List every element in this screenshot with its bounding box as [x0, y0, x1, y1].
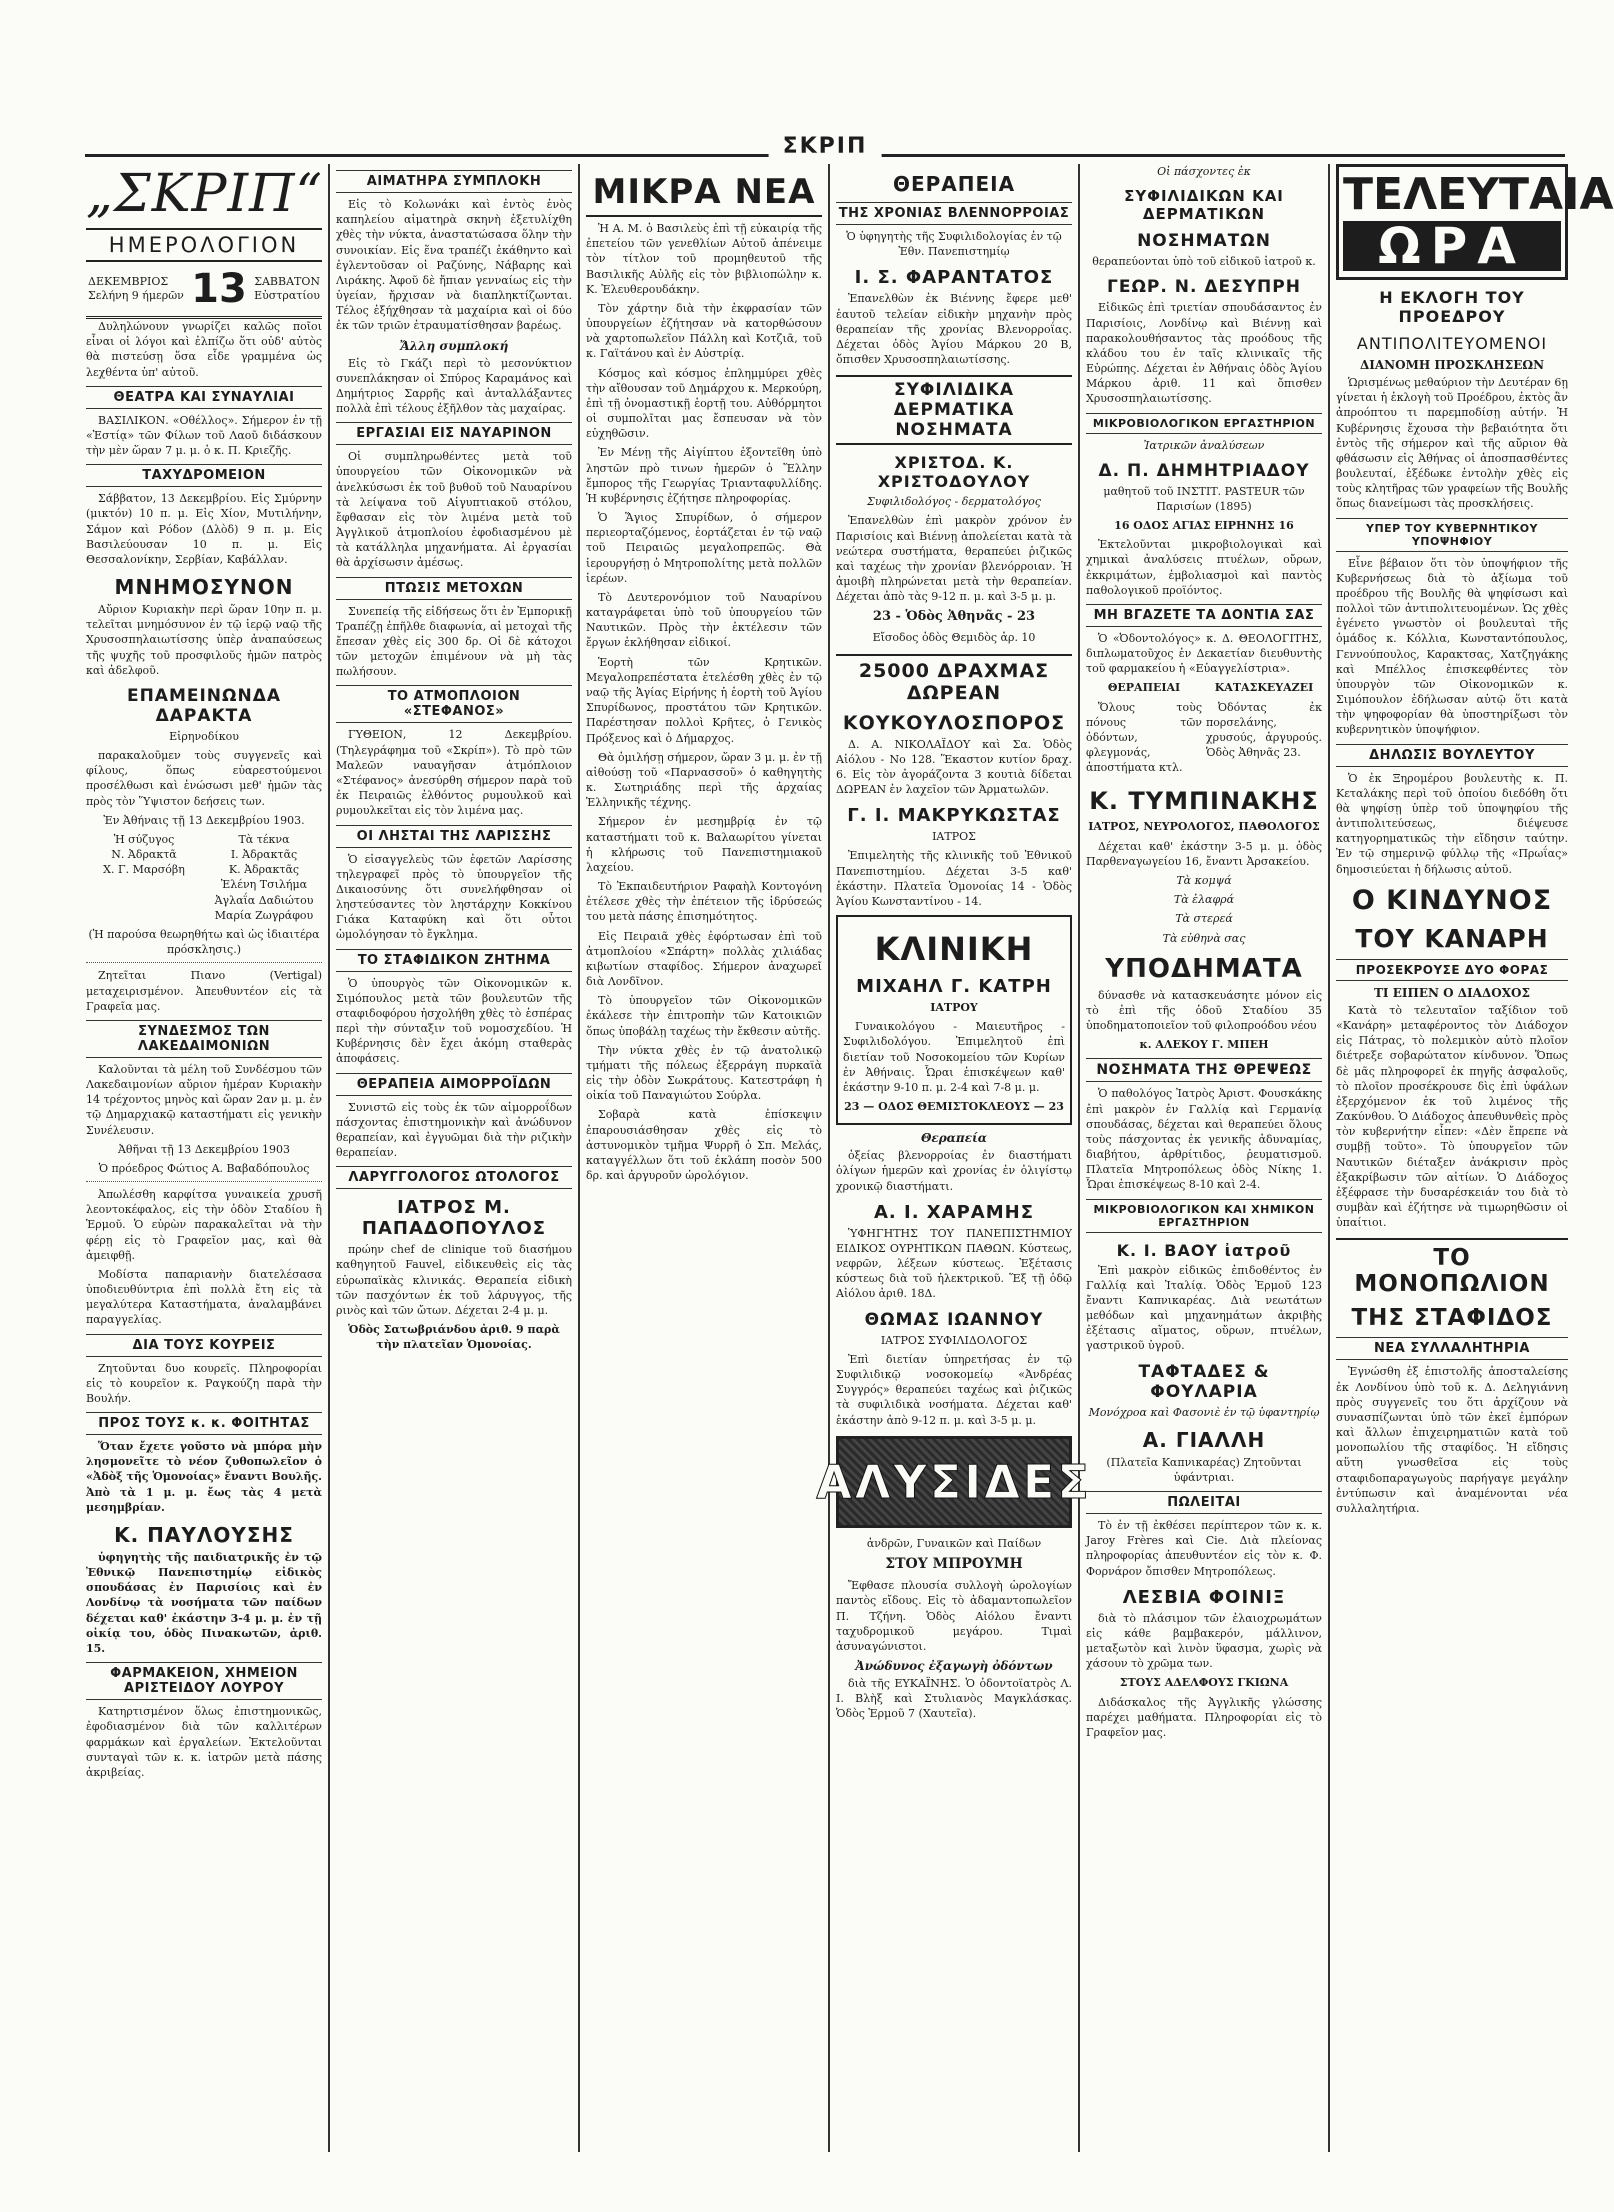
heading-taftades: ΤΑΦΤΑΔΕΣ & ΦΟΥΛΑΡΙΑ — [1138, 1361, 1270, 1402]
christodoulou-entrance: Εἴσοδος ὁδὸς Θεμιδὸς ἀρ. 10 — [872, 631, 1036, 645]
text-wanted-piano: Ζητεῖται Πιανο (Vertigal) μεταχειρισμένον. Ἀπευθυντέον εἰς τὰ Γραφεῖα μας. — [86, 969, 322, 1013]
text-therapeia-2: ὀξείας βλενορροίας ἐν διαστήματι ὀλίγων ἡμερῶν καὶ χρονίας ἐν ὀλιγίστῳ χρονικῷ διαστήματι. — [836, 1149, 1072, 1193]
mikrobiologikon-subtitle: Ἰατρικῶν ἀναλύσεων — [1143, 438, 1265, 452]
heading-aimorroides: ΘΕΡΑΠΕΙΑ ΑΙΜΟΡΡΟΪΔΩΝ — [336, 1073, 572, 1096]
masthead-subtitle: ΗΜΕΡΟΛΟΓΙΟΝ — [86, 228, 322, 262]
intro-text: Δυληλώνουν γνωρίζει καλῶς ποῖοι εἶναι οἱ λόγοι καὶ ἐλπίζω ὅτι οὐδ' αὐτὸς θὰ πιστεύσῃ ὅσα εἶδε γραμμένα ὡς λεχθέντα ὑπ' αὐτοῦ. — [86, 320, 322, 379]
news-item: Τὸ Ἐκπαιδευτήριον Ραφαὴλ Κοντογόνη ἐτέλεσε χθὲς τὴν ἐπέτειον τῆς ἱδρύσεώς του μετὰ πάσης ἐπισημότητος. — [586, 880, 822, 924]
news-item: Ἡ Α. Μ. ὁ Βασιλεὺς ἐπὶ τῇ εὐκαιρίᾳ τῆς ἐπετείου τῶν γενεθλίων Αὐτοῦ ἀπένειμε τὸν τίτλον τοῦ προμηθευτοῦ τῆς Βασιλικῆς Αὐλῆς εἰς τὸν βιβλιοπώλην κ. Κ. Ἐλευθερουδάκην. — [586, 222, 822, 296]
heading-kindynos: Ο ΚΙΝΔΥΝΟΣ — [1351, 884, 1553, 916]
text-vaou: Ἐπὶ μακρὸν εἰδικῶς ἐπιδοθέντος ἐν Γαλλίᾳ καὶ Ἰταλίᾳ. Ὁδὸς Ἑρμοῦ 123 ἔναντι Καπνικαρέας. Διὰ νεωτάτων μεθόδων καὶ μηχανημάτων ἀκριβὴς ἐξέτασις αἵματος, οὔρων, πτυέλων, γαστρικοῦ ὑγροῦ. — [1086, 1263, 1322, 1353]
heading-syfilidikon: ΣΥΦΙΛΙΔΙΚΩΝ ΚΑΙ ΔΕΡΜΑΤΙΚΩΝ — [1124, 187, 1284, 224]
text-metoxwn: Συνεπείᾳ τῆς εἰδήσεως ὅτι ἐν Ἐμπορικῇ Τραπέζῃ ἐπῆλθε διαφωνία, αἱ μετοχαὶ τῆς ἔπεσαν χθὲς εἰς 300 δρ. Οἱ δὲ κάτοχοι τῶν μετοχῶν ἐπιμένουν νὰ μὴ τὰς πωλήσουν. — [336, 604, 572, 679]
heading-25000: 25000 ΔΡΑΧΜΑΣ ΔΩΡΕΑΝ — [836, 654, 1072, 704]
dimitriadou-credentials: μαθητοῦ τοῦ ΙΝΣΤΙΤ. PASTEUR τῶν Παρισίων (1895) — [1103, 484, 1305, 513]
heading-pavloush: Κ. ΠΑΥΛΟΥΣΗΣ — [114, 1522, 294, 1547]
text-aloises: Ἔφθασε πλουσία συλλογὴ ὡρολογίων παντὸς εἴδους. Εἰς τὸ ἀδαμαντοπωλεῖον Π. Τζήνη. Ὁδὸς Αἰόλου ἔναντι ταχυδρομικοῦ μεγάρου. Τιμαὶ ἀσυναγώνιστοι. — [836, 1579, 1072, 1653]
heading-mikra-nea: ΜΙΚΡΑ ΝΕΑ — [586, 172, 822, 217]
divider — [86, 1181, 322, 1182]
ypodimata-name: κ. ΑΛΕΚΟΥ Γ. ΜΠΕΗ — [1139, 1038, 1269, 1052]
doctor-tympinakis: Κ. ΤΥΜΠΙΝΑΚΗΣ — [1089, 787, 1319, 816]
text-kanari: Κατὰ τὸ τελευταῖον ταξίδιον τοῦ «Κανάρη» μεταφέροντος τὸν Διάδοχον εἰς Πάτρας, τὸ πολεμικὸν αὐτὸ πλοῖον διέτρεξε σοβαρώτατον κίνδυνον. Ὅπως δὲ μᾶς πληροφορεῖ ἐκ πηγῆς ἀσφαλοῦς, τὸ πλοῖον προσέκρουσε δὶς ἐπὶ ὑφάλων ἐξερχόμενον ἐκ τοῦ λιμένος τῆς Ζακύνθου. Ὁ Διάδοχος ἀπευθυνθεὶς πρὸς τὸν κυβερνήτην εἶπεν: «Δὲν ἔπρεπε νὰ συμβῇ τοῦτο». Τὸ ὑπουργεῖον τῶν Ναυτικῶν διέταξεν ἀνάκρισιν πρὸς ἐξακρίβωσιν τῶν αἰτίων. Ὁ Διάδοχος ἐξέφρασε τὴν δυσαρέσκειάν του διὰ τὸ συμβὰν καὶ ἐζήτησε νὰ τιμωρηθῶσιν οἱ ὑπαίτιοι. — [1336, 1003, 1568, 1230]
dateline-moon: Σελήνη 9 ήμερῶν — [88, 289, 184, 302]
doctor-christodoulou: ΧΡΙΣΤΟΔ. Κ. ΧΡΙΣΤΟΔΟΥΛΟΥ — [877, 453, 1031, 492]
text-deceased: παρακαλοῦμεν τοὺς συγγενεῖς καὶ φίλους, ὅπως εὐαρεστούμενοι προσέλθωσι καὶ ἑνώσωσι μεθ' ἡμῶν τὰς πρὸς τὸν Ὕψιστον δεήσεις των. — [86, 749, 322, 808]
heading-ypodimata: ΥΠΟΔΗΜΑΤΑ — [1105, 953, 1303, 984]
text-otologos: πρώην chef de clinique τοῦ διασήμου καθηγητοῦ Fauvel, εἰδικευθεὶς εἰς τὰς εὐρωπαϊκὰς κλινικάς. Θεραπεία εἰδικὴ τῶν πασχόντων ἐκ τοῦ λάρυγγος, τῆς ρινὸς καὶ τῶν ὤτων. Δέχεται 2-4 μ. μ. — [336, 1243, 572, 1317]
therapeia-intro: Ὁ ὑφηγητὴς τῆς Συφιλιδολογίας ἐν τῷ Ἐθν. Πανεπιστημίῳ — [846, 230, 1062, 259]
text-lost: Ἀπωλέσθη καρφίτσα γυναικεία χρυσῆ λεοντοκέφαλος, εἰς τὴν ὁδὸν Σταδίου ἢ Ἑρμοῦ. Ὁ εὑρὼν παρακαλεῖται νὰ τὴν φέρῃ εἰς τὸ Γραφεῖον μας, καὶ θὰ ἀμειφθῇ. — [86, 1188, 322, 1262]
news-item: Σοβαρὰ κατὰ ἐπίσκεψιν ἐπαρουσιάσθησαν χθὲς εἰς τὸ ἀστυνομικὸν τμῆμα Ψυρρῆ ὁ Σπ. Μελάς, καταγγέλλων ὅτι τοῦ ἐκλάπη ποσὸν 500 δρ. καὶ ἀργυροῦν ὡρολόγιον. — [586, 1108, 822, 1183]
doctor-dimitriadou: Δ. Π. ΔΗΜΗΤΡΙΑΔΟΥ — [1098, 460, 1310, 481]
doctor-ioannou: ΘΩΜΑΣ ΙΩΑΝΝΟΥ — [864, 1309, 1044, 1330]
heading-kliniki: ΚΛΙΝΙΚΗ — [874, 930, 1034, 969]
heading-dontia: ΜΗ ΒΓΑΖΕΤΕ ΤΑ ΔΟΝΤΙΑ ΣΑΣ — [1086, 604, 1322, 627]
running-head — [85, 134, 1565, 159]
kliniki-address: 23 — ΟΔΟΣ ΘΕΜΙΣΤΟΚΛΕΟΥΣ — 23 — [844, 1100, 1064, 1114]
dontia-left-text: Ὅλους τοὺς πόνους τῶν ὀδόντων, φλεγμονάς, ἀποστήματα κτλ. — [1086, 700, 1202, 775]
deceased-date: Ἐν Ἀθήναις τῇ 13 Δεκεμβρίου 1903. — [103, 813, 305, 827]
otologos-address: Ὁδὸς Σατωβριάνδου ἀριθ. 9 παρὰ τὴν πλατεῖαν Ὁμονοίας. — [348, 1323, 560, 1352]
heading-stefanos: ΤΟ ΑΤΜΟΠΛΟΙΟΝ «ΣΤΕΦΑΝΟΣ» — [336, 685, 572, 723]
text-farantatos: Ἐπανελθὼν ἐκ Βιέννης ἔφερε μεθ' ἑαυτοῦ τελείαν εἰδικὴν μηχανὴν πρὸς θεραπείαν τῆς χρονίας Βλενορροΐας. Δέχεται ὁδὸς Ἁγίου Μάρκου 20 Β, ὄπισθεν Χρυσοσπηλαιωτίσσης. — [836, 292, 1072, 367]
text-christodoulou: Ἐπανελθὼν ἐπὶ μακρὸν χρόνον ἐν Παρισίοις καὶ Βιέννῃ ἀπολείεται κατὰ τὰ νεώτερα συστήματα, θεραπεύει ῥιζικῶς καὶ ταχέως τὴν χρονίαν βλενόρροιαν. Ἡ ἀμοιβὴ πληρώνεται μετὰ τὴν θεραπείαν. Δέχεται ἀπὸ τὰς 9-12 π. μ. καὶ 3-5 μ. μ. — [836, 514, 1072, 604]
news-item: Τὸ ὑπουργεῖον τῶν Οἰκονομικῶν ἐκάλεσε τὴν ἐπιτροπὴν τῶν Κατοικιῶν ὅπως ὑποβάλῃ ταχέως τὴν ἔκθεσιν αὐτῆς. — [586, 994, 822, 1038]
text-lesvia: διὰ τὸ πλάσιμον τῶν ἐλαιοχρωμάτων εἰς κάθε βαμβακερόν, μάλλινον, μεταξωτὸν καὶ λινὸν ὕφασμα, χωρὶς νὰ χάσουν τὸ χρῶμα των. — [1086, 1611, 1322, 1671]
news-item: Ὁ Ἅγιος Σπυρίδων, ὁ σήμερον περιεορταζόμενος, ἑορτάζεται ἐν τῷ ναῷ τοῦ Πειραιῶς μεγαλοπρεπῶς. Θὰ ἱερουργήσῃ ὁ Μητροπολίτης μετὰ πολλῶν ἱερέων. — [586, 511, 822, 585]
heading-threpsews: ΝΟΣΗΜΑΤΑ ΤΗΣ ΘΡΕΨΕΩΣ — [1086, 1058, 1322, 1082]
heading-monopolion: ΤΟ ΜΟΝΟΠΩΛΙΟΝ — [1336, 1238, 1568, 1297]
masthead-title: „ΣΚΡΙΠ“ — [86, 164, 324, 224]
heading-eklogi: Η ΕΚΛΟΓΗ ΤΟΥ ΠΡΟΕΔΡΟΥ — [1379, 288, 1525, 326]
heading-allh: Ἄλλη συμπλοκή — [399, 338, 509, 353]
column-rule — [328, 164, 330, 2152]
christodoulou-address: 23 - Ὁδὸς Ἀθηνᾶς - 23 — [872, 609, 1036, 625]
text-larisa: Ὁ εἰσαγγελεὺς τῶν ἐφετῶν Λαρίσσης τηλεγραφεῖ πρὸς τὸ ὑπουργεῖον τῆς Δικαιοσύνης ὅτι συνελήφθησαν οἱ ληστεύσαντες τὸν ληστάρχην Κοκκίνου Γιάκα Καταφύκη καὶ ὅτι οὗτοι ὡμολόγησαν τὸ ἔγκλημα. — [336, 852, 572, 942]
heading-stafida: ΤΟ ΣΤΑΦΙΔΙΚΟΝ ΖΗΤΗΜΑ — [336, 949, 572, 972]
text-charamis: ὙΦΗΓΗΤΗΣ ΤΟΥ ΠΑΝΕΠΙΣΤΗΜΙΟΥ ΕΙΔΙΚΟΣ ΟΥΡΗΤΙΚΩΝ ΠΑΘΩΝ. Κύστεως, νεφρῶν, λέξεων κύστεως. Ἐξέτασις κύστεως διὰ τοῦ ἠλεκτρικοῦ. Ἕξ τῇ ὁδῷ Αἰόλου ἀριθ. 18Δ. — [836, 1226, 1072, 1301]
heading-dentist: Ἀνώδυνος ἐξαγωγὴ ὀδόντων — [855, 1659, 1053, 1674]
dimitriadou-address: 16 ΟΔΟΣ ΑΓΙΑΣ ΕΙΡΗΝΗΣ 16 — [1114, 519, 1294, 533]
heading-mikrobiologikon-2: ΜΙΚΡΟΒΙΟΛΟΓΙΚΟΝ ΚΑΙ ΧΗΜΙΚΟΝ ΕΡΓΑΣΤΗΡΙΟΝ — [1086, 1199, 1322, 1233]
text-ypopsifiou: Εἶνε βέβαιον ὅτι τὸν ὑποψήφιον τῆς Κυβερνήσεως διὰ τὸ ἀξίωμα τοῦ προέδρου τῆς Βουλῆς θὰ ψηφίσωσι καὶ πολλοὶ τῶν ἀντιπολιτευομένων. Ὡς χθὲς ἐγένετο γνωστὸν οἱ βουλευταὶ τῆς ὁμάδος κ. Κόλλια, Κωνσταντόπουλος, Γεννούπουλος, Καρακτσας, Χατζηγάκης καὶ Μπέλλος ἐπισκεφθέντες τὸν ὑπουργὸν τῶν Οἰκονομικῶν κ. Σιμόπουλον ἐδήλωσαν αὐτῷ ὅτι κατὰ τὴν ψηφοφορίαν θὰ ὑποστηρίξωσι τὸν κυβερνητικὸν ὑποψήφιον. — [1336, 556, 1568, 737]
text-dilosis: Ὁ ἐκ Ξηρομέρου βουλευτὴς κ. Π. Κεταλάκης περὶ τοῦ ὁποίου διεδόθη ὅτι θὰ ψηφίσῃ ὑπὲρ τοῦ ὑποψηφίου τῆς ἀντιπολιτεύσεως, διέψευσε κατηγορηματικῶς τὴν εἴδησιν ταύτην. Ἐν τῷ σημερινῷ φύλλῳ τῆς «Πρωΐας» δημοσιεύεται ἡ δήλωσις αὐτοῦ. — [1336, 771, 1568, 876]
ioannou-title: ΙΑΤΡΟΣ ΣΥΦΙΛΙΔΟΛΟΓΟΣ — [880, 1333, 1028, 1347]
text-lessons: Διδάσκαλος τῆς Ἀγγλικῆς γλώσσης παρέχει μαθήματα. Πληροφορίαι εἰς τὸ Γραφεῖον μας. — [1086, 1695, 1322, 1739]
column-rule — [1078, 164, 1080, 2152]
text-modista: Μοδίστα παπαριανὴν διατελέσασα ὑποδιευθύντρια ἐπὶ πολλὰ ἔτη εἰς τὰ μεγαλύτερα Καταστήματα, ἀναλαμβάνει παραγγελίας. — [86, 1267, 322, 1327]
text-dimitriadou: Ἐκτελοῦνται μικροβιολογικαὶ καὶ χημικαὶ ἀναλύσεις πτυέλων, οὔρων, ἐκκριμάτων, ἐμβολιασμοὶ καὶ παντὸς παθολογικοῦ προϊόντος. — [1086, 538, 1322, 597]
dontia-right-text: Ὀδόντας ἐκ πορσελάνης, χρυσούς, ἀργυρούς. Ὁδὸς Ἀθηνᾶς 23. — [1206, 700, 1322, 760]
banner-teleftaia-ora — [1336, 164, 1614, 280]
text-threpsews: Ὁ παθολόγος Ἰατρὸς Ἀριστ. Φουσκάκης ἐπὶ μακρὸν ἐν Γαλλίᾳ καὶ Γερμανίᾳ σπουδάσας, δέχεται καὶ θεραπεύει ὅλους τοὺς πάσχοντας ἐκ γενικῆς ἀδυναμίας, διαβήτου, ἀρθρίτιδος, ῥευματισμοῦ. Πλατεῖα Μητροπόλεως ὁδὸς Νίκης 1. Ὧραι ἐπισκέψεως 8-10 καὶ 2-4. — [1086, 1087, 1322, 1192]
syfilidikon-intro: Οἱ πάσχοντες ἐκ — [1157, 165, 1251, 178]
column-rule — [1328, 164, 1330, 2152]
shoes-line-2: Τὰ ἐλαφρά — [1173, 893, 1235, 907]
doctor-vaou: Κ. Ι. ΒΑΟΥ ἰατροῦ — [1116, 1240, 1292, 1260]
makrykostas-title: ΙΑΤΡΟΣ — [932, 830, 976, 844]
news-item: Τὸν χάρτην διὰ τὴν ἐκφρασίαν τῶν ὑπουργείων ἐζήτησαν νὰ κατορθώσουν νὰ χαρτοπωλεῖον Πάλλη καὶ Κοτζιᾶ, τοῦ κ. Γαϊτάνου καὶ ἐν Αὐστρίᾳ. — [586, 301, 822, 361]
heading-larisa: ΟΙ ΛΗΣΤΑΙ ΤΗΣ ΛΑΡΙΣΣΗΣ — [336, 825, 572, 848]
text-makrykostas: Ἐπιμελητὴς τῆς κλινικῆς τοῦ Ἐθνικοῦ Πανεπιστημίου. Δέχεται 3-5 καθ' ἑκάστην. Πλατεῖα Ὁμονοίας 14 - Ὁδὸς Ἁγίου Κωνσταντίνου - 14. — [836, 849, 1072, 908]
text-eklogi: Ὡρισμένως μεθαύριον τὴν Δευτέραν 6ῃ γίνεται ἡ ἐκλογὴ τοῦ Προέδρου, ἐκτὸς ἂν ἀπροόπτου τι παρεμποδίσῃ αὐτήν. Ἡ Κυβέρνησις ἔχουσα τὴν βεβαιότητα ὅτι ἐντὸς τῆς σήμερον καὶ τῆς αὔριον θὰ φθάσωσιν εἰς Ἀθήνας οἱ ἀποσπασθέντες βουλευταί, ἐξέδωκε ἐντολὴν χθὲς εἰς τοὺς κλητῆρας τῶν γραφείων τῆς Βουλῆς ὅπως διανείμωσι τὰς προσκλήσεις. — [1336, 376, 1568, 511]
ad-kliniki — [836, 915, 1072, 1125]
heading-dilosis: ΔΗΛΩΣΙΣ ΒΟΥΛΕΥΤΟΥ — [1336, 744, 1568, 767]
heading-kanari: ΤΟΥ ΚΑΝΑΡΗ — [1355, 923, 1549, 953]
shoes-line-3: Τὰ στερεά — [1175, 912, 1233, 926]
text-taxydromeion: Σάββατον, 13 Δεκεμβρίου. Εἰς Σμύρνην (μικτόν) 10 π. μ. Εἰς Χίον, Μυτιλήνην, Σάμον καὶ Ρόδον (Δλὸδ) 9 π. μ. Εἰς Βασιλεύουσαν 10 π. μ. Εἰς Θεσσαλονίκην, Σερβίαν, Καβάλλαν. — [86, 492, 322, 566]
heading-vlennorroia: ΤΗΣ ΧΡΟΝΙΑΣ ΒΛΕΝΝΟΡΡΟΙΑΣ — [836, 202, 1072, 225]
heading-deceased: ΕΠΑΜΕΙΝΩΝΔΑ ΔΑΡΑΚΤΑ — [126, 685, 282, 726]
dontia-right-heading: ΚΑΤΑΣΚΕΥΑΖΕΙ — [1214, 681, 1314, 695]
dateline — [86, 262, 322, 319]
aloises-subtitle: ἀνδρῶν, Γυναικῶν καὶ Παίδων — [866, 1536, 1042, 1550]
dateline-weekday: ΣΑΒΒΑΤΟΝ — [254, 275, 320, 289]
column-4 — [816, 164, 1092, 2152]
news-item: Ἐν Μένῃ τῆς Αἰγίπτου ἐξοντεῖθη ὑπὸ ληστῶν πρὸ τινων ἡμερῶν ὁ Ἕλλην ἔμπορος τῆς Γεωργίας Τριανταφυλλίδης. Ἡ κυβέρνησις ἐζήτησε πληροφορίας. — [586, 446, 822, 505]
news-item: Τὸ Δευτερονόμιον τοῦ Ναυαρίνου καταγράφεται ὑπὸ τοῦ ὑπουργείου τῶν Ναυτικῶν. Πρὸς τὴν ἐκτέλεσιν τῶν ἔργων ἐκλήθησαν εἰδικοί. — [586, 590, 822, 650]
doctor-farantatos: Ι. Σ. ΦΑΡΑΝΤΑΤΟΣ — [854, 267, 1054, 289]
text-aimatira: Εἰς τὸ Κολωνάκι καὶ ἐντὸς ἑνὸς καπηλείου αἱματηρὰ σκηνὴ ἐξετυλίχθη χθὲς τὴν νύκτα, ἀναστατώσασα ὅλην τὴν συνοικίαν. Εἰς ἕνα τραπέζι ἐκάθηντο καὶ ἐγλεντοῦσαν οἱ Ραζύνης, Νάβαρης καὶ Λιράκης. Ἀφοῦ δὲ ἤπιαν γενναίως εἰς τὴν ὑγείαν, ἤρχισαν νὰ διαπληκτίζωνται. Τέλος ἐξήχθησαν τὰ μαχαίρια καὶ οἱ δύο ἐκ τῶν τριῶν ἐτραυματίσθησαν βαρέως. — [336, 198, 572, 333]
text-monopolion: Ἐγνώσθη ἐξ ἐπιστολῆς ἀποσταλείσης ἐκ Λονδίνου ὑπὸ τοῦ κ. Δ. Δεληγιάννη πρὸς συγγενεῖς του ὅτι ἀρχίζουν νὰ συνασπίζωνται ὑπὸ τῶν ἐκεῖ ἐμπόρων καὶ ἄλλων ἐπιχειρηματιῶν κατὰ τοῦ μονοπωλίου τῆς σταφίδος. Ἡ εἴδησις αὕτη γνωσθεῖσα εἰς τοὺς σταφιδοπαραγωγοὺς παρήγαγε μεγάλην ἐντύπωσιν καὶ ἀναμένονται νέα συλλαλητήρια. — [1336, 1365, 1568, 1515]
heading-lesvia: ΛΕΣΒΙΑ ΦΟΙΝΙΞ — [1122, 1586, 1286, 1608]
text-koukoulosporos: Δ. Α. ΝΙΚΟΛΑΪΔΟΥ καὶ Σα. Ὁδὸς Αἰόλου - Νο 128. Ἕκαστον κυτίον δραχ. 6. Εἰς τὸν ἀγοράζοντα 3 κουτιὰ δίδεται ΔΩΡΕΑΝ ἐν λαχεῖον τῶν Ἀρματωλῶν. — [836, 737, 1072, 797]
column-5 — [1086, 164, 1322, 2152]
heading-foithtes: ΠΡΟΣ ΤΟΥΣ κ. κ. ΦΟΙΤΗΤΑΣ — [86, 1412, 322, 1435]
aloises-title: ΑΛΥΣΙΔΕΣ — [816, 1454, 1092, 1509]
text-syndesmos: Καλοῦνται τὰ μέλη τοῦ Συνδέσμου τῶν Λακεδαιμονίων αὔριον ἡμέραν Κυριακὴν 14 τρέχοντος μηνὸς καὶ ὥραν 2αν μ. μ. ἐν τῷ Δημαρχιακῷ καταστήματι εἰς γενικὴν Συνέλευσιν. — [86, 1062, 322, 1137]
heading-syllalitiria: ΝΕΑ ΣΥΛΛΑΛΗΤΗΡΙΑ — [1336, 1337, 1568, 1360]
heading-metoxwn: ΠΤΩΣΙΣ ΜΕΤΟΧΩΝ — [336, 577, 572, 600]
doctor-charamis: Α. Ι. ΧΑΡΑΜΗΣ — [873, 1201, 1035, 1223]
heading-ypopsifiou: ΥΠΕΡ ΤΟΥ ΚΥΒΕΡΝΗΤΙΚΟΥ ΥΠΟΨΗΦΙΟΥ — [1336, 518, 1568, 552]
syndesmos-signature: Ὁ πρόεδρος Φώτιος Α. Βαβαδόπουλος — [98, 1161, 310, 1175]
taftades-text: Μονόχροα καὶ Φασονιὲ ἐν τῷ ὑφαντηρίῳ — [1088, 1405, 1320, 1419]
heading-stafidos: ΤΗΣ ΣΤΑΦΙΔΟΣ — [1351, 1305, 1553, 1332]
heading-pwleitai: ΠΩΛΕΙΤΑΙ — [1086, 1491, 1322, 1514]
text-tympinakis: Δέχεται καθ' ἑκάστην 3-5 μ. μ. ὁδὸς Παρθεναγωγείου 16, ἔναντι Ἀρσακείου. — [1086, 839, 1322, 868]
text-stefanos: ΓΥΘΕΙΟΝ, 12 Δεκεμβρίου. (Τηλεγράφημα τοῦ «Σκρίπ»). Τὸ πρὸ τῶν Μαλεῶν ναυαγῆσαν ἀτμόπλοιον «Στέφανος» ἀνεσύρθη σήμερον παρὰ τοῦ ἐκ Πειραιῶς ἐλθόντος ρυμουλκοῦ καὶ ρυμουλκεῖται εἰς τὸν λιμένα μας. — [336, 728, 572, 818]
text-kliniki: Γυναικολόγου - Μαιευτῆρος - Συφιλιδολόγου. Ἐπιμελητοῦ ἐπὶ διετίαν τοῦ Νοσοκομείου τῶν Κυρίων ἐν Ἀθήναις. Ὧραι ἐπισκέψεων καθ' ἑκάστην 9-10 π. μ. 2-4 καὶ 7-8 μ. μ. — [843, 1020, 1065, 1094]
news-item: Ἑορτὴ τῶν Κρητικῶν. Μεγαλοπρεπέστατα ἐτελέσθη χθὲς ἐν τῷ ναῷ τῆς Ἁγίας Εἰρήνης ἡ ἑορτὴ τοῦ Ἁγίου Σπυρίδωνος, προστάτου τῶν Κρητικῶν. Παρέστησαν πολλοὶ Κρῆτες, ὁ Γενικὸς Πρόξενος καὶ ὁ Δήμαρχος. — [586, 655, 822, 745]
heading-therapeia-2: Θεραπεία — [920, 1131, 988, 1146]
shoes-line-1: Τὰ κομψά — [1176, 873, 1232, 887]
text-desypris: Εἰδικῶς ἐπὶ τριετίαν σπουδάσαντος ἐν Παρισίοις, Λονδίνῳ καὶ Βιέννῃ καὶ παρακολουθήσαντος τὰς προόδους τῆς κλάδου του ἐν ταῖς κλινικαῖς τῆς Εὐρώπης. Δέχεται ἐν Ἀθήναις ὁδὸς Ἁγίου Μάρκου ἀριθ. 11 καὶ ὄπισθεν Χρυσοσπηλαιωτίσσης. — [1086, 301, 1322, 406]
news-item: Κόσμος καὶ κόσμος ἐπλημμύρει χθὲς τὴν αἴθουσαν τοῦ Δημάρχου κ. Μερκούρη, ἐπὶ τῇ ὀνομαστικῇ ἑορτῇ του. Αὐθόρμητοι οἱ συμπολῖται μας ἔσπευσαν νὰ τὸν εὐχηθῶσιν. — [586, 366, 822, 441]
news-item: Τὴν νύκτα χθὲς ἐν τῷ ἀνατολικῷ τμήματι τῆς πόλεως ἐξερράγη πυρκαϊὰ εἰς τὴν ὁδὸν Σωκράτους. Κατεστράφη ἡ οἰκία τοῦ Παναγιώτου Σούρλα. — [586, 1043, 822, 1103]
doctor-makrykostas: Γ. Ι. ΜΑΚΡΥΚΩΣΤΑΣ — [847, 805, 1061, 827]
heading-antipoliteuomenoi: ΑΝΤΙΠΟΛΙΤΕΥΟΜΕΝΟΙ — [1356, 334, 1548, 353]
column-rule — [828, 164, 830, 2152]
dateline-day-number: 13 — [191, 266, 247, 312]
column-rule — [578, 164, 580, 2152]
text-pwleitai: Τὸ ἐν τῇ ἐκθέσει περίπτερον τῶν κ. κ. Jaroy Frères καὶ Cie. Διὰ πλείονας πληροφορίας ἀπευθυντέον εἰς τὸν κ. Φ. Φορνάρον ὄπισθεν Μητροπόλεως. — [1086, 1519, 1322, 1578]
text-pavloush: ὑφηγητὴς τῆς παιδιατρικῆς ἐν τῷ Ἐθνικῷ Πανεπιστημίῳ εἰδικὸς σπουδάσας ἐν Παρισίοις καὶ ἐν Λονδίνῳ τὰ νοσήματα τῶν παίδων δέχεται καθ' ἑκάστην 3-4 μ. μ. ἐν τῇ οἰκίᾳ του, ὁδὸς Πινακωτῶν, ἀριθ. 15. — [86, 1550, 322, 1655]
column-3 — [586, 164, 822, 2152]
lesvia-store: ΣΤΟΥΣ ΑΔΕΛΦΟΥΣ ΓΚΙΩΝΑ — [1119, 1676, 1289, 1690]
column-1 — [86, 164, 322, 2152]
text-foithtes: Ὅταν ἔχετε γοῦστο νὰ μπόρα μὴν λησμονεῖτε τὸ νέον ζυθοπωλεῖον ὁ «Ἀδὸξ τῆς Ὁμονοίας» ἔναντι Βουλῆς. Ἀπὸ τὰ 1 μ. μ. ἔως τὰς 4 μετὰ μεσημβρίαν. — [86, 1440, 322, 1514]
heading-mikrobiologikon: ΜΙΚΡΟΒΙΟΛΟΓΙΚΟΝ ΕΡΓΑΣΤΗΡΙΟΝ — [1086, 413, 1322, 434]
heading-syfilidika: ΣΥΦΙΛΙΔΙΚΑ ΔΕΡΜΑΤΙΚΑ ΝΟΣΗΜΑΤΑ — [836, 375, 1072, 445]
heading-theatra: ΘΕΑΤΡΑ ΚΑΙ ΣΥΝΑΥΛΙΑΙ — [86, 386, 322, 409]
column-6 — [1336, 164, 1614, 2152]
heading-therapeia: ΘΕΡΑΠΕΙΑ — [892, 172, 1016, 196]
banner-line-1: ΤΕΛΕΥΤΑΙΑ — [1343, 169, 1614, 220]
heading-syndesmos: ΣΥΝΔΕΣΜΟΣ ΤΩΝ ΛΑΚΕΔΑΙΜΟΝΙΩΝ — [86, 1020, 322, 1058]
text-allh: Εἰς τὸ Γκάζι περὶ τὸ μεσονύκτιον συνεπλάκησαν οἱ Σπύρος Καραμάνος καὶ Δημήτριος Σαρρῆς καὶ ἀνταλλάξαντες πολλὰ ἐπὶ τέλους ἐξῆλθον τὰς μαχαίρας. — [336, 356, 572, 416]
aloises-store: ΣΤΟΥ ΜΠΡΟΥΜΗ — [885, 1555, 1023, 1572]
syfilidikon-text: θεραπεύονται ὑπὸ τοῦ εἰδικοῦ ἰατροῦ κ. — [1092, 255, 1316, 269]
text-ypodimata: δύνασθε νὰ κατασκευάσητε μόνον εἰς τὸ ἐπὶ τῆς ὁδοῦ Σταδίου 35 ὑποδηματοποιεῖον τοῦ φιλοπροόδου νέου — [1086, 988, 1322, 1033]
heading-navarino: ΕΡΓΑΣΙΑΙ ΕΙΣ ΝΑΥΑΡΙΝΟΝ — [336, 422, 572, 445]
christodoulou-specialty: Συφιλιδολόγος - δερματολόγος — [867, 495, 1041, 509]
heading-mnimosynon: ΜΝΗΜΟΣΥΝΟΝ — [114, 575, 294, 600]
mourners-left: Ἡ σύζυγος Ν. Ἀδρακτᾶ Χ. Γ. Μαρσόβη — [103, 832, 185, 877]
banner-line-2: ΩΡΑ — [1343, 221, 1561, 271]
heading-otologos: ΛΑΡΥΓΓΟΛΟΓΟΣ ΩΤΟΛΟΓΟΣ — [336, 1166, 572, 1189]
mourners-right: Τὰ τέκνα Ι. Ἀδρακτᾶς Κ. Ἀδρακτᾶς Ἐλένη Τσιλήμα Ἀγλαΐα Δαδιώτου Μαρία Ζωγράφου — [214, 832, 314, 922]
news-item: Σήμερον ἐν μεσημβρίᾳ ἐν τῷ καταστήματι τοῦ κ. Βαλαωρίτου γίνεται ἡ κλήρωσις τοῦ Πανεπιστημιακοῦ λαχείου. — [586, 815, 822, 874]
deceased-note: (Ἡ παρούσα θεωρηθήτω καὶ ὡς ἰδιαιτέρα πρόσκλησις.) — [88, 927, 320, 957]
heading-taxydromeion: ΤΑΧΥΔΡΟΜΕΙΟΝ — [86, 464, 322, 487]
doctor-desypris: ΓΕΩΡ. Ν. ΔΕΣΥΠΡΗ — [1107, 277, 1301, 298]
text-kouries: Ζητοῦνται δυο κουρεῖς. Πληροφορίαι εἰς τὸ κουρεῖον κ. Ραγκούζη παρὰ τὴν Βουλήν. — [86, 1361, 322, 1405]
dontia-left-heading: ΘΕΡΑΠΕΙΑΙ — [1107, 681, 1181, 695]
dateline-saint: Εὐστρατίου — [254, 289, 320, 302]
mourners-list — [86, 832, 322, 927]
running-head-title: ΣΚΡΙΠ — [769, 134, 882, 159]
heading-nosimaton: ΝΟΣΗΜΑΤΩΝ — [1137, 231, 1271, 252]
heading-koukoulosporos: ΚΟΥΚΟΥΛΟΣΠΟΡΟΣ — [842, 711, 1066, 734]
heading-prosekrouse: ΠΡΟΣΕΚΡΟΥΣΕ ΔΥΟ ΦΟΡΑΣ — [1336, 959, 1568, 981]
heading-aimatira: ΑΙΜΑΤΗΡΑ ΣΥΜΠΛΟΚΗ — [336, 170, 572, 193]
dontia-columns — [1086, 680, 1322, 779]
syndesmos-date: Ἀθῆναι τῇ 13 Δεκεμβρίου 1903 — [117, 1142, 291, 1156]
dateline-month: ΔΕΚΕΜΒΡΙΟΣ — [88, 275, 169, 289]
text-mnimosynon: Αὔριον Κυριακὴν περὶ ὥραν 10ην π. μ. τελεῖται μνημόσυνον ἐν τῷ ἱερῷ ναῷ τῆς Χρυσοσπηλαιωτίσσης ὑπὲρ ἀναπαύσεως τῆς ψυχῆς τοῦ προσφιλοῦς ἡμῶν πατρὸς καὶ ἀδελφοῦ. — [86, 603, 322, 677]
heading-diadochos: ΤΙ ΕΙΠΕΝ Ο ΔΙΑΔΟΧΟΣ — [1374, 985, 1530, 1000]
heading-dianomi: ΔΙΑΝΟΜΗ ΠΡΟΣΚΛΗΣΕΩΝ — [1359, 358, 1545, 372]
heading-pharmakeion: ΦΑΡΜΑΚΕΙΟΝ, ΧΗΜΕΙΟΝ ΑΡΙΣΤΕΙΔΟΥ ΛΟΥΡΟΥ — [86, 1662, 322, 1700]
heading-kouries: ΔΙΑ ΤΟΥΣ ΚΟΥΡΕΙΣ — [86, 1334, 322, 1357]
taftades-address: (Πλατεῖα Καπνικαρέας) Ζητοῦνται ὑφάντριαι. — [1106, 1455, 1302, 1484]
ad-aloises-banner — [816, 1436, 1092, 1528]
text-theatra: ΒΑΣΙΛΙΚΟΝ. «Οθέλλος». Σήμερον ἐν τῇ «Ἑστίᾳ» τῶν Φίλων τοῦ Λαοῦ διδάσκουν τὴν μὲν ὥραν 7 μ. μ. ὁ κ. Π. Κριεζῆς. — [86, 413, 322, 458]
text-pharmakeion: Κατηρτισμένον ὅλως ἐπιστημονικῶς, ἐφοδιασμένον διὰ τῶν καλλιτέρων φαρμάκων καὶ ἐργαλείων. Ἐκτελοῦνται συνταγαὶ τῶν κ. κ. ἰατρῶν μετὰ πάσης ἀκριβείας. — [86, 1705, 322, 1779]
deceased-title: Εἰρηνοδίκου — [169, 729, 239, 743]
column-2 — [336, 164, 572, 2152]
taftades-name: Α. ΓΙΑΛΛΗ — [1142, 1427, 1266, 1452]
divider — [86, 962, 322, 963]
text-dentist: διὰ τῆς ΕΥΚΑΪΝΗΣ. Ὁ ὀδοντοϊατρὸς Λ. Ι. Βλὴξ καὶ Στυλιανὸς Μαγκλάσκας. Ὁδὸς Ἑρμοῦ 7 (Χαυτεῖα). — [836, 1677, 1072, 1721]
text-ioannou: Ἐπὶ διετίαν ὑπηρετήσας ἐν τῷ Συφιλιδικῷ νοσοκομείῳ «Ἀνδρέας Συγγρός» θεραπεύει ταχέως καὶ ῥιζικῶς τὰ συφιλιδικὰ νοσήματα. Δέχεται καθ' ἑκάστην ἀπὸ 9-12 π. μ. καὶ 3-5 μ. μ. — [836, 1352, 1072, 1427]
text-navarino: Οἱ συμπληρωθέντες μετὰ τοῦ ὑπουργείου τῶν Οἰκονομικῶν νὰ ἀνελκύσωσι ἐκ τοῦ βυθοῦ τοῦ Ναυαρίνου τὰ λείψανα τοῦ Αἰγυπτιακοῦ στόλου, ἔφθασαν εἰς τὸν λιμένα μετὰ τοῦ Ἀγγλικοῦ ἀτμοπλοίου ἐφοδιασμένου μὲ τὰ κατάλληλα μηχανήματα. Αἱ ἐργασίαι θὰ ἀρχίσωσιν ἀμέσως. — [336, 450, 572, 570]
news-item: Θὰ ὁμιλήσῃ σήμερον, ὥραν 3 μ. μ. ἐν τῇ αἰθούσῃ τοῦ «Παρνασσοῦ» ὁ καθηγητὴς κ. Σωτηριάδης περὶ τῆς ἀρχαίας Ἑλληνικῆς τέχνης. — [586, 750, 822, 810]
text-dontia: Ὁ «Ὀδοντολόγος» κ. Δ. ΘΕΟΛΟΓΙΤΗΣ, διπλωματοῦχος ἐν Δεκαετίαν διευθυντὴς τοῦ φαρμακείου ἡ «Εὐαγγελίστρια». — [1086, 631, 1322, 676]
shoes-line-4: Τὰ εὐθηνὰ σας — [1162, 931, 1246, 945]
kliniki-title: ΙΑΤΡΟΥ — [930, 1001, 978, 1015]
text-aimorroides: Συνιστῶ εἰς τοὺς ἐκ τῶν αἱμορροΐδων πάσχοντας ἐπιστημονικὴν καὶ ἀνώδυνον θεραπείαν, καὶ ἐγγυῶμαι διὰ τὴν ριζικὴν θεραπείαν. — [336, 1100, 572, 1160]
otologos-name: ΙΑΤΡΟΣ Μ. ΠΑΠΑΔΟΠΟΥΛΟΣ — [361, 1197, 547, 1240]
text-stafida: Ὁ ὑπουργὸς τῶν Οἰκονομικῶν κ. Σιμόπουλος μετὰ τῶν βουλευτῶν τῆς σταφιδοφόρου ἠσχολήθη χθὲς τὸ ἑσπέρας περὶ τὴν σύνταξιν τοῦ νομοσχεδίου. Ἡ Κυβέρνησις δὲν ἔχει ἀκόμη σταθερὰς ἀποφάσεις. — [336, 976, 572, 1066]
kliniki-name: ΜΙΧΑΗΛ Γ. ΚΑΤΡΗ — [856, 976, 1052, 998]
news-item: Εἰς Πειραιᾶ χθὲς ἐφόρτωσαν ἐπὶ τοῦ ἀτμοπλοίου «Σπάρτη» πολλὰς χιλιάδας κιβωτίων σταφίδος. Σήμερον ἀναχωρεῖ διὰ Λονδῖνον. — [586, 929, 822, 989]
tympinakis-title: ΙΑΤΡΟΣ, ΝΕΥΡΟΛΟΓΟΣ, ΠΑΘΟΛΟΓΟΣ — [1088, 820, 1320, 834]
